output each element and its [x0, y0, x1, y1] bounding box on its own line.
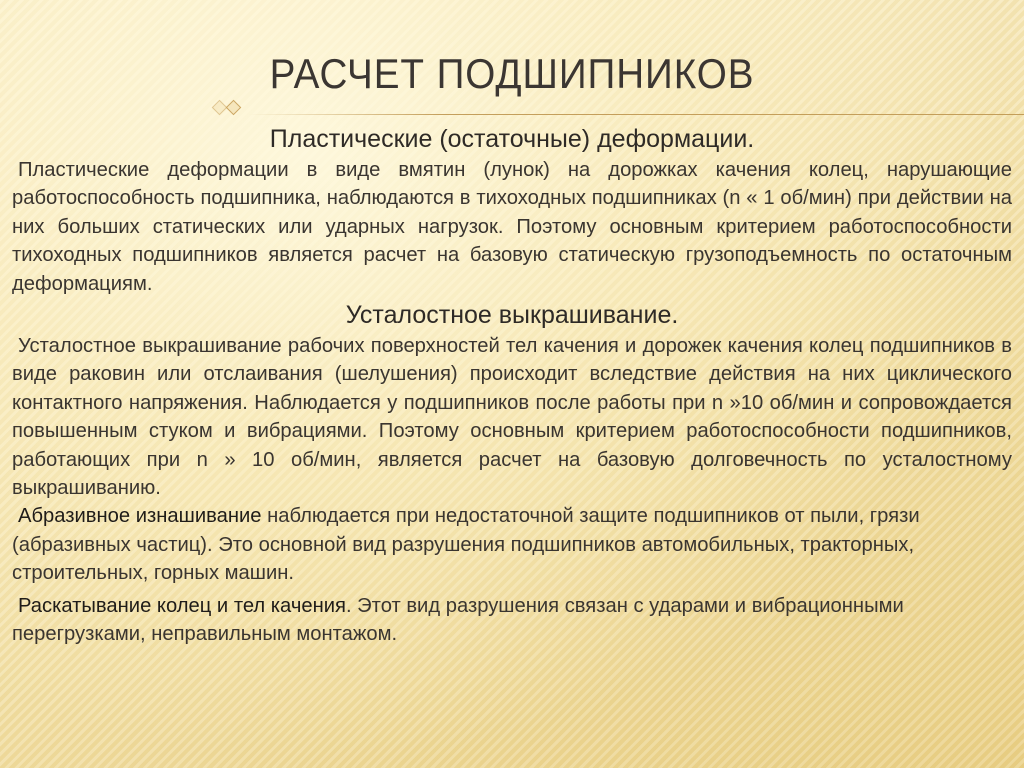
text-abrasive-wear: наблюдается при недостаточной защите подшипников от пыли, грязи (абразивных частиц). Это основной вид разрушения подшипников автомобильных, тракторных, строительных, горных машин.	[12, 505, 920, 585]
paragraph-rolling-damage	[12, 592, 1012, 649]
term-rolling-damage: Раскатывание колец и тел качения	[18, 594, 346, 617]
paragraph-fatigue-pitting: Усталостное выкрашивание рабочих поверхностей тел качения и дорожек качения колец подшипников в виде раковин или отслаивания (шелушения) происходит вследствие действия на них циклического контактного напряжения. Наблюдается у подшипников после работы при n »10 об/мин и сопровождается повышенным стуком и вибрациями. Поэтому основным критерием работоспособности подшипников, работающих при n » 10 об/мин, является расчет на базовую долговечность по усталостному выкрашиванию.	[12, 335, 1012, 500]
slide-title: РАСЧЕТ ПОДШИПНИКОВ	[269, 50, 755, 97]
paragraph-plastic-deformation: Пластические деформации в виде вмятин (лунок) на дорожках качения колец, нарушающие работоспособность подшипника, наблюдаются в тихоходных подшипниках (n « 1 об/мин) при действии на них больших статических или ударных нагрузок. Поэтому основным критерием работоспособности тихоходных подшипников является расчет на базовую статическую грузоподъемность по остаточным деформациям.	[12, 159, 1012, 295]
text-rolling-damage: . Этот вид разрушения связан с ударами и вибрационными перегрузками, неправильным монтажом.	[12, 594, 904, 646]
title-divider	[248, 114, 1024, 115]
section-heading-plastic-deformation: Пластические (остаточные) деформации.	[269, 125, 755, 153]
term-abrasive-wear: Абразивное изнашивание	[18, 505, 262, 528]
section-heading-fatigue-pitting: Усталостное выкрашивание.	[345, 301, 679, 330]
slide-body	[12, 122, 1012, 649]
paragraph-abrasive-wear	[12, 502, 1012, 587]
